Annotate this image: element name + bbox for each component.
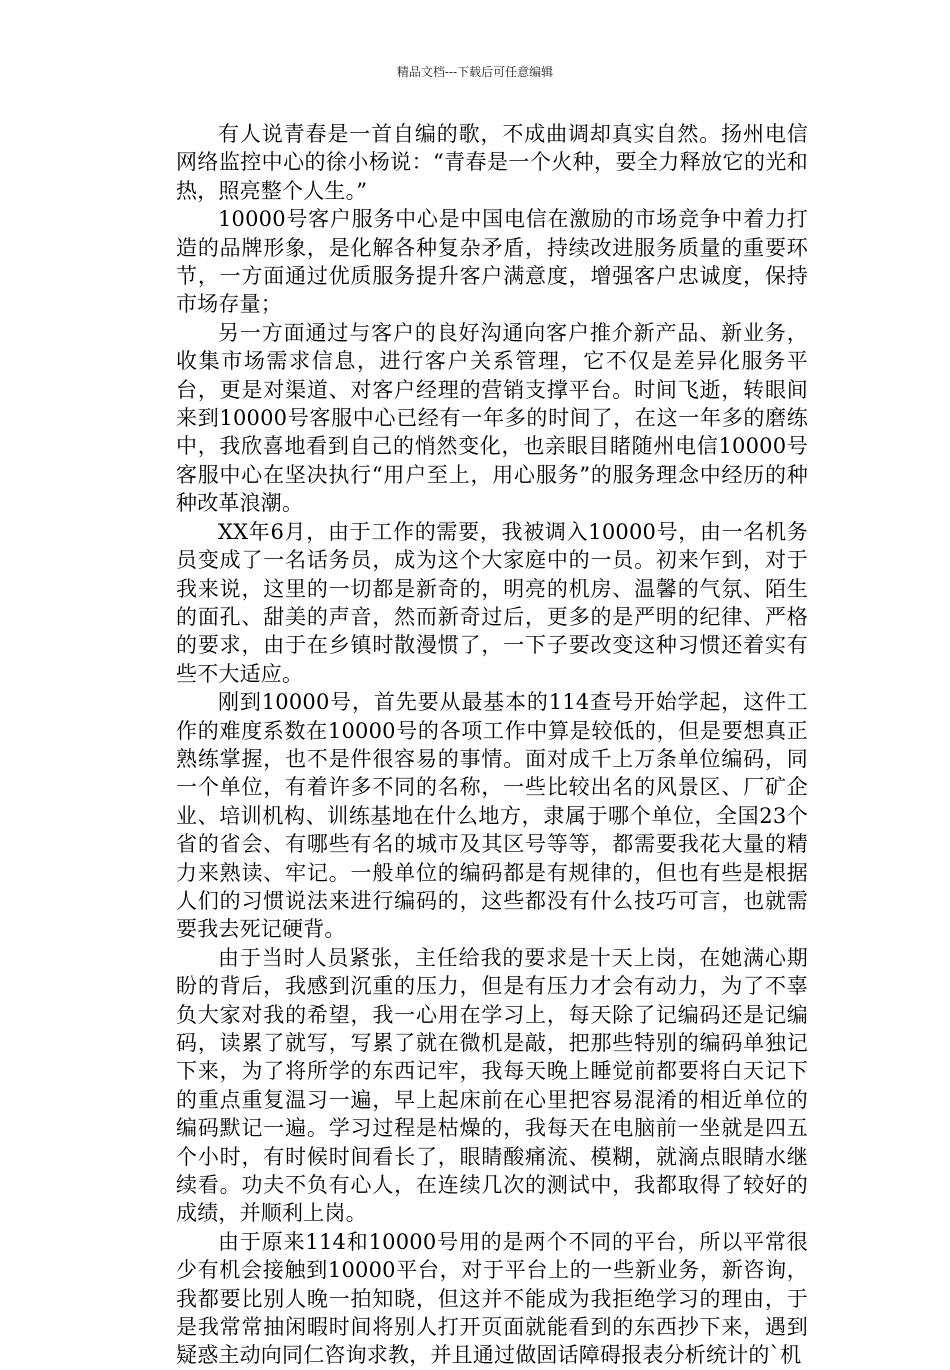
paragraph: 另一方面通过与客户的良好沟通向客户推介新产品、新业务，收集市场需求信息，进行客户关系管理，它不仅是差异化服务平台，更是对渠道、对客户经理的营销支撑平台。时间飞逝，转眼间来到10000号客服中心已经有一年多的时间了，在这一年多的磨练中，我欣喜地看到自己的悄然变化，也亲眼目睹随州电信10000号客服中心在坚决执行“用户至上，用心服务”的服务理念中经历的种种改革浪潮。 — [176, 320, 808, 516]
paragraph: 由于当时人员紧张，主任给我的要求是十天上岗，在她满心期盼的背后，我感到沉重的压力，但是有压力才会有动力，为了不辜负大家对我的希望，我一心用在学习上，每天除了记编码还是记编码，读累了就写，写累了就在微机是敲，把那些特别的编码单独记下来，为了将所学的东西记牢，我每天晚上睡觉前都要将白天记下的重点重复温习一遍，早上起床前在心里把容易混淆的相近单位的编码默记一遍。学习过程是枯燥的，我每天在电脑前一坐就是四五个小时，有时候时间看长了，眼睛酸痛流、模糊，就滴点眼睛水继续看。功夫不负有心人，在连续几次的测试中，我都取得了较好的成绩，并顺利上岗。 — [176, 945, 808, 1226]
paragraph: XX年6月，由于工作的需要，我被调入10000号，由一名机务员变成了一名话务员，成为这个大家庭中的一员。初来乍到，对于我来说，这里的一切都是新奇的，明亮的机房、温馨的气氛、陌生的面孔、甜美的声音，然而新奇过后，更多的是严明的纪律、严格的要求，由于在乡镇时散漫惯了，一下子要改变这种习惯还着实有些不大适应。 — [176, 519, 808, 686]
document-body — [176, 120, 808, 1370]
paragraph: 刚到10000号，首先要从最基本的114查号开始学起，这件工作的难度系数在10000号的各项工作中算是较低的，但是要想真正熟练掌握，也不是件很容易的事情。面对成千上万条单位编码，同一个单位，有着许多不同的名称，一些比较出名的风景区、厂矿企业、培训机构、训练基地在什么地方，隶属于哪个单位，全国23个省的省会、有哪些有名的城市及其区号等等，都需要我花大量的精力来熟读、牢记。一般单位的编码都是有规律的，但也有些是根据人们的习惯说法来进行编码的，这些都没有什么技巧可言，也就需要我去死记硬背。 — [176, 690, 808, 942]
paragraph: 有人说青春是一首自编的歌，不成曲调却真实自然。扬州电信网络监控中心的徐小杨说：“青春是一个火种，要全力释放它的光和热，照亮整个人生。” — [176, 122, 808, 203]
paragraph: 由于原来114和10000号用的是两个不同的平台，所以平常很少有机会接触到10000平台，对于平台上的一些新业务，新咨询，我都要比别人晚一拍知晓，但这并不能成为我拒绝学习的理由，于是我常常抽闲暇时间将别人打开页面就能看到的东西抄下来，遇到疑惑主动向同仁咨询求教，并且通过做固话障碍报表分析统计的`机 — [176, 1229, 808, 1368]
paragraph: 10000号客户服务中心是中国电信在激励的市场竞争中着力打造的品牌形象，是化解各种复杂矛盾，持续改进服务质量的重要环节，一方面通过优质服务提升客户满意度，增强客户忠诚度，保持市场存量； — [176, 207, 808, 317]
page-header: 精品文档---下载后可任意编辑 — [396, 65, 554, 79]
